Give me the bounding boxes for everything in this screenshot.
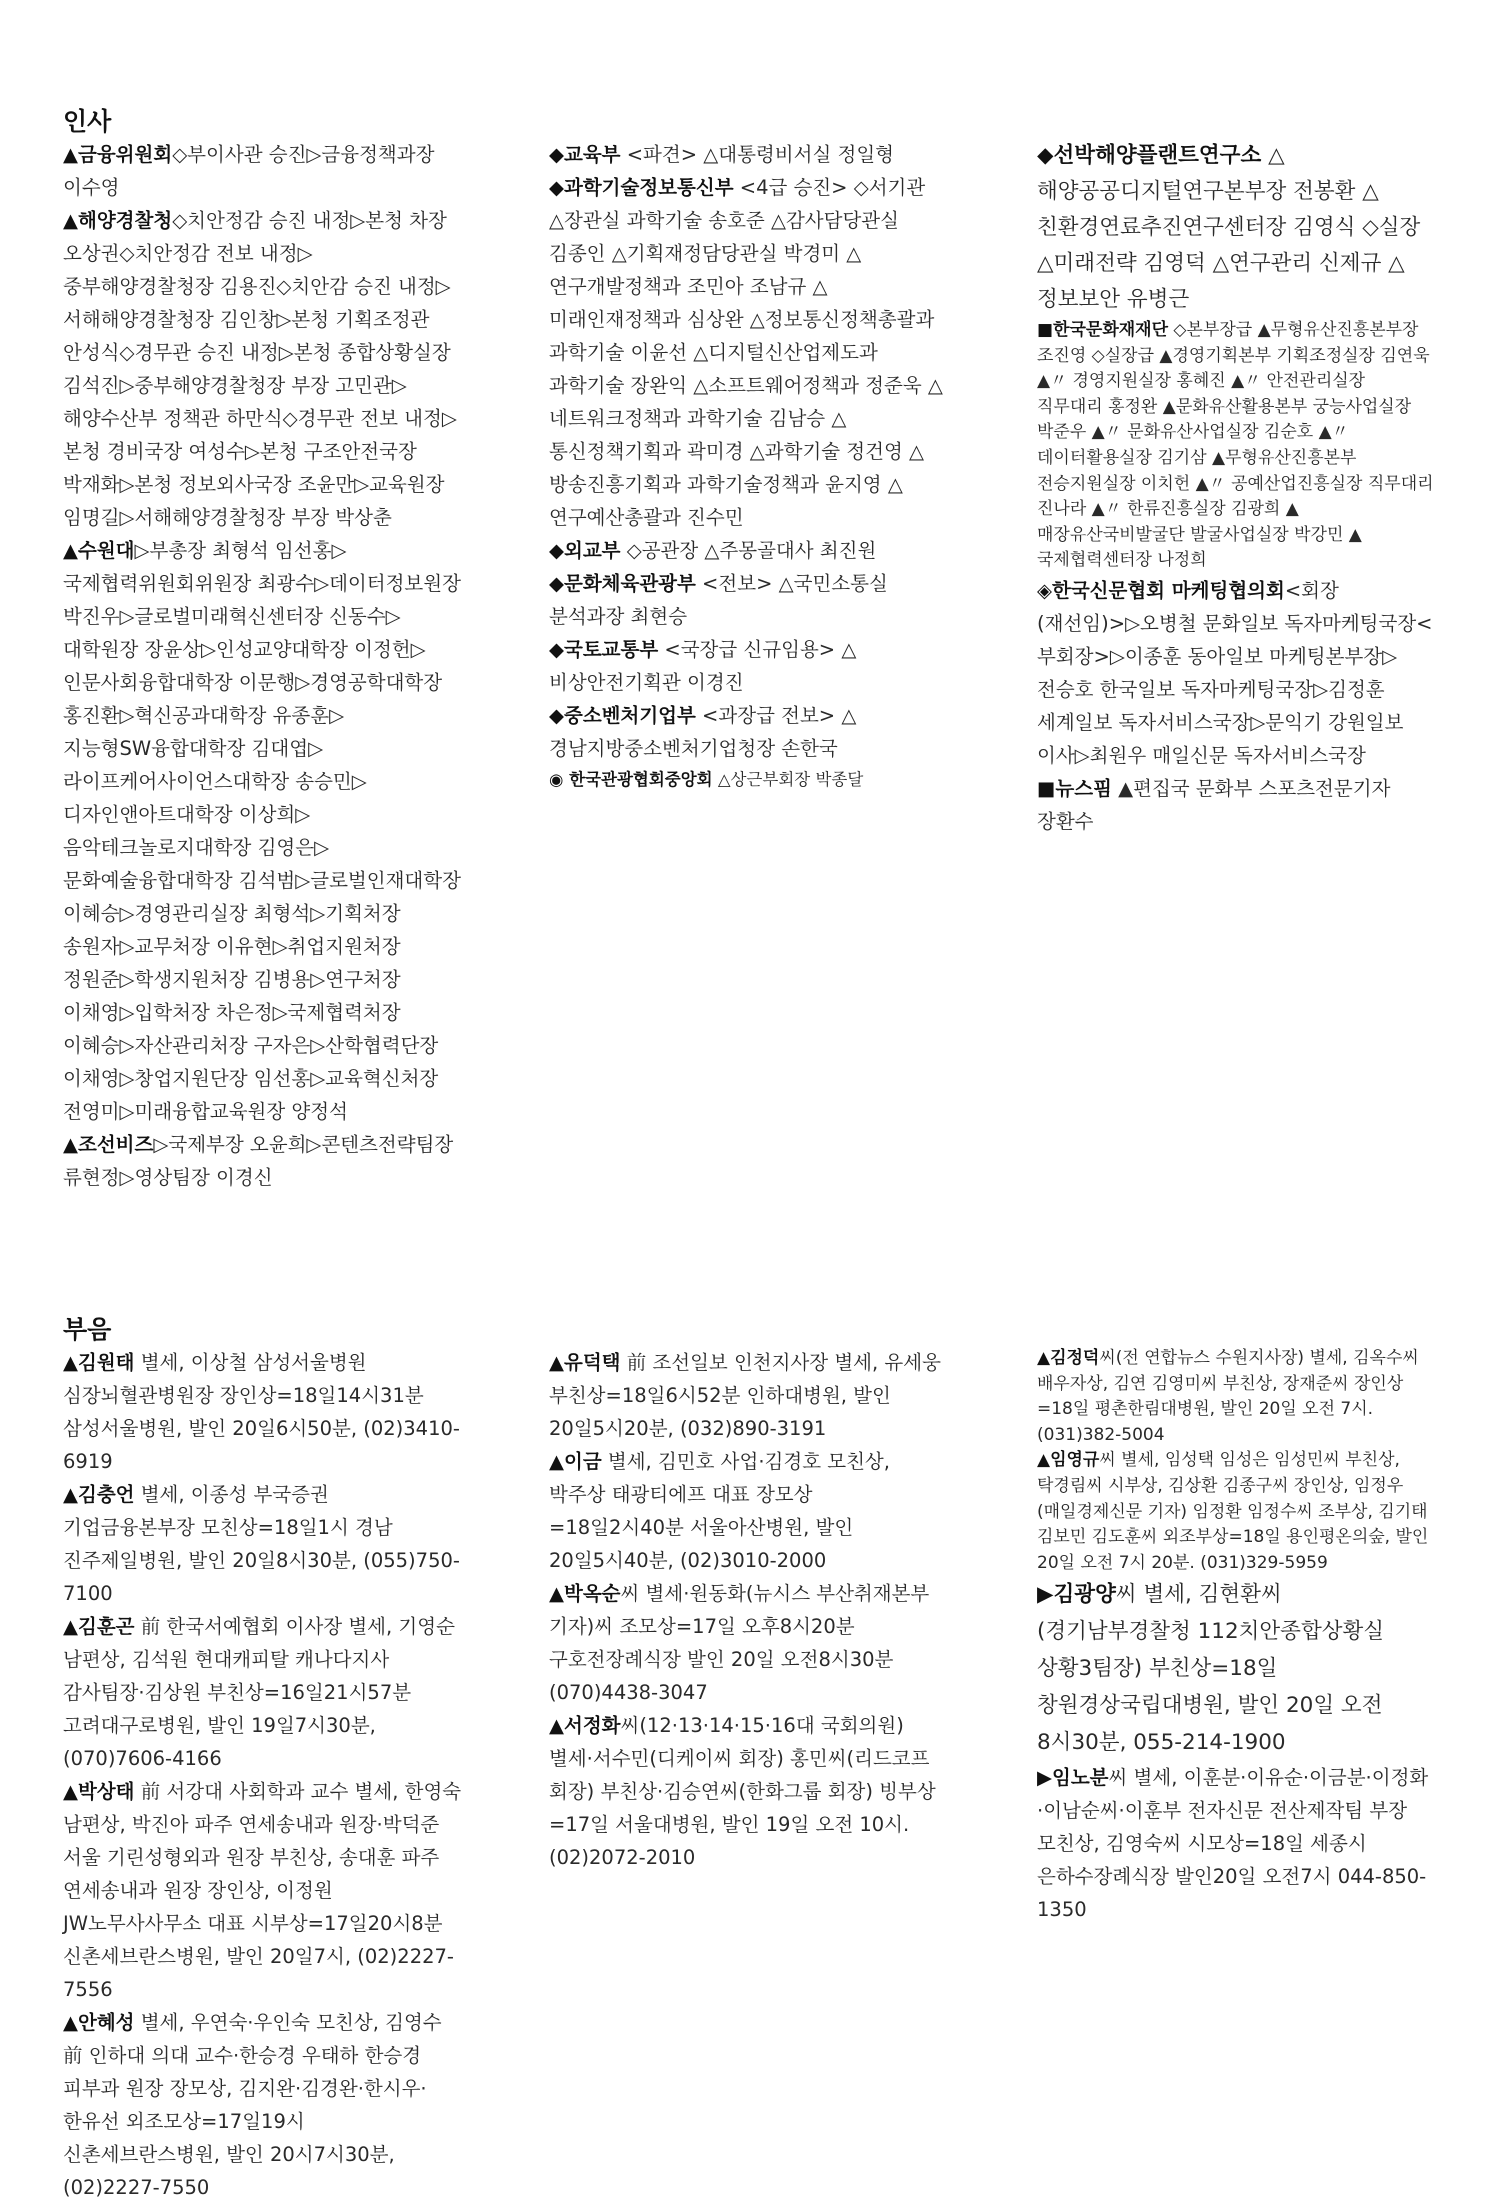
entry: ◆교육부 <파견> △대통령비서실 정일형 — [549, 143, 894, 166]
entry: ▲유덕택 前 조선일보 인천지사장 별세, 유세웅 부친상=18일6시52분 인하대병원, 발인 20일5시20분, (032)890-3191 — [549, 1351, 941, 1440]
entry: ▲김정덕씨(전 연합뉴스 수원지사장) 별세, 김옥수씨 배우자상, 김연 김영미씨 부친상, 장재준씨 장인상=18일 평촌한림대병원, 발인 20일 오전 7시. (031)382-5004 — [1037, 1348, 1419, 1445]
entry: ■뉴스핌 ▲편집국 문화부 스포츠전문기자 장환수 — [1037, 776, 1391, 833]
section-title-personnel: 인사 — [63, 107, 112, 136]
entry: ■한국문화재재단 ◇본부장급 ▲무형유산진흥본부장 조진영 ◇실장급 ▲경영기획본부 기획조정실장 김연욱 ▲〃 경영지원실장 홍혜진 ▲〃 안전관리실장 직무대리 홍정완 ▲문화유산활용본부 궁능사업실장 박준우 ▲〃 문화유산사업실장 김순호 ▲〃 데이터활용실장 김기삼 ▲무형유산진흥본부 전승지원실장 이치헌 ▲〃 공예산업진흥실장 직무대리 진나라 ▲〃 한류진흥실장 김광희 ▲매장유산국비발굴단 발굴사업실장 박강민 ▲국제협력센터장 나정희 — [1037, 320, 1434, 571]
entry: ◆국토교통부 <국장급 신규임용> △비상안전기획관 이경진 — [549, 638, 857, 694]
personnel-column-1 — [63, 138, 463, 1194]
obituary-column-3 — [1037, 1346, 1434, 1926]
entry: ◆외교부 ◇공관장 △주몽골대사 최진원 — [549, 539, 877, 562]
entry: ▲박상태 前 서강대 사회학과 교수 별세, 한영숙 남편상, 박진아 파주 연세송내과 원장·박덕준 서울 기린성형외과 원장 부친상, 송대훈 파주 연세송내과 원장 장인상, 이정원 JW노무사사무소 대표 시부상=17일20시8분 신촌세브란스병원, 발인 20일7시, (02)2227-7556 — [63, 1780, 462, 2001]
section-title-obituary: 부음 — [63, 1315, 112, 1344]
entry: ▲수원대▷부총장 최형석 임선홍▷국제협력위원회위원장 최광수▷데이터정보원장 박진우▷글로벌미래혁신센터장 신동수▷대학원장 장윤상▷인성교양대학장 이정헌▷인문사회융합대학장 이문행▷경영공학대학장 홍진환▷혁신공과대학장 유종훈▷지능형SW융합대학장 김대엽▷라이프케어사이언스대학장 송승민▷디자인앤아트대학장 이상희▷음악테크놀로지대학장 김영은▷문화예술융합대학장 김석범▷글로벌인재대학장 이혜승▷경영관리실장 최형석▷기획처장 송원자▷교무처장 이유현▷취업지원처장 정원준▷학생지원처장 김병용▷연구처장 이채영▷입학처장 차은정▷국제협력처장 이혜승▷자산관리처장 구자은▷산학협력단장 이채영▷창업지원단장 임선홍▷교육혁신처장 전영미▷미래융합교육원장 양정석 — [63, 539, 461, 1123]
entry: ▲김훈곤 前 한국서예협회 이사장 별세, 기영순 남편상, 김석원 현대캐피탈 캐나다지사 감사팀장·김상원 부친상=16일21시57분 고려대구로병원, 발인 19일7시30분, (070)7606-4166 — [63, 1615, 455, 1770]
entry: ▲이금 별세, 김민호 사업·김경호 모친상, 박주상 태광티에프 대표 장모상=18일2시40분 서울아산병원, 발인 20일5시40분, (02)3010-2000 — [549, 1450, 890, 1572]
entry: ◆문화체육관광부 <전보> △국민소통실 분석과장 최현승 — [549, 572, 888, 628]
entry: ▲김충언 별세, 이종성 부국증권 기업금융본부장 모친상=18일1시 경남 진주제일병원, 발인 20일8시30분, (055)750-7100 — [63, 1483, 460, 1605]
personnel-column-2 — [549, 138, 943, 792]
entry: ▲금융위원회◇부이사관 승진▷금융정책과장 이수영 — [63, 143, 435, 199]
entry: ▲임영규씨 별세, 임성택 임성은 임성민씨 부친상, 탁경림씨 시부상, 김상환 김종구씨 장인상, 임정우(매일경제신문 기자) 임정환 임정수씨 조부상, 김기태 김보민 김도훈씨 외조부상=18일 용인평온의숲, 발인 20일 오전 7시 20분. (031)329-5959 — [1037, 1450, 1429, 1573]
entry: ◆선박해양플랜트연구소 △해양공공디지털연구본부장 전봉환 △친환경연료추진연구센터장 김영식 ◇실장 △미래전략 김영덕 △연구관리 신제규 △정보보안 유병근 — [1037, 143, 1421, 312]
entry: ▲김원태 별세, 이상철 삼성서울병원 심장뇌혈관병원장 장인상=18일14시31분 삼성서울병원, 발인 20일6시50분, (02)3410-6919 — [63, 1351, 460, 1473]
entry: ▲해양경찰청◇치안정감 승진 내정▷본청 차장 오상권◇치안정감 전보 내정▷중부해양경찰청장 김용진◇치안감 승진 내정▷서해해양경찰청장 김인창▷본청 기획조정관 안성식◇경무관 승진 내정▷본청 종합상황실장 김석진▷중부해양경찰청장 부장 고민관▷해양수산부 정책관 하만식◇경무관 전보 내정▷본청 경비국장 여성수▷본청 구조안전국장 박재화▷본청 정보외사국장 조윤만▷교육원장 임명길▷서해해양경찰청장 부장 박상춘 — [63, 209, 457, 529]
entry: ▶임노분씨 별세, 이훈분·이유순·이금분·이정화·이남순씨·이훈부 전자신문 전산제작팀 부장 모친상, 김영숙씨 시모상=18일 세종시 은하수장례식장 발인20일 오전7시 044-850-1350 — [1037, 1766, 1429, 1922]
entry: ▲조선비즈▷국제부장 오윤희▷콘텐츠전략팀장 류현정▷영상팀장 이경신 — [63, 1133, 454, 1189]
entry: ▲서정화씨(12·13·14·15·16대 국회의원) 별세·서수민(디케이씨 회장) 홍민씨(리드코프 회장) 부친상·김승연씨(한화그룹 회장) 빙부상=17일 서울대병원, 발인 19일 오전 10시. (02)2072-2010 — [549, 1714, 936, 1869]
entry: ▲안혜성 별세, 우연숙·우인숙 모친상, 김영수 前 인하대 의대 교수·한승경 우태하 한승경 피부과 원장 장모상, 김지완·김경완·한시우·한유선 외조모상=17일19시 신촌세브란스병원, 발인 20시7시30분, (02)2227-7550 — [63, 2011, 442, 2199]
obituary-column-2 — [549, 1346, 943, 1874]
entry: ◆과학기술정보통신부 <4급 승진> ◇서기관 △장관실 과학기술 송호준 △감사담당관실 김종인 △기획재정담당관실 박경미 △연구개발정책과 조민아 조남규 △미래인재정책과 심상완 △정보통신정책총괄과 과학기술 이윤선 △디지털신산업제도과 과학기술 장완익 △소프트웨어정책과 정준욱 △네트워크정책과 과학기술 김남승 △통신정책기획과 곽미경 △과학기술 정건영 △방송진흥기획과 과학기술정책과 윤지영 △연구예산총괄과 진수민 — [549, 176, 943, 529]
entry: ◈한국신문협회 마케팅협의회<회장(재선임)>▷오병철 문화일보 독자마케팅국장<부회장>▷이종훈 동아일보 마케팅본부장▷전승호 한국일보 독자마케팅국장▷김정훈 세계일보 독자서비스국장▷문익기 강원일보 이사▷최원우 매일신문 독자서비스국장 — [1037, 578, 1433, 767]
entry: ▲박옥순씨 별세·원동화(뉴시스 부산취재본부 기자)씨 조모상=17일 오후8시20분 구호전장례식장 발인 20일 오전8시30분 (070)4438-3047 — [549, 1582, 930, 1704]
personnel-column-3 — [1037, 138, 1434, 838]
entry: ▶김광양씨 별세, 김현환씨(경기남부경찰청 112치안종합상황실 상황3팀장) 부친상=18일 창원경상국립대병원, 발인 20일 오전 8시30분, 055-214-1900 — [1037, 1582, 1385, 1756]
entry: ◆중소벤처기업부 <과장급 전보> △경남지방중소벤처기업청장 손한국 — [549, 704, 857, 760]
obituary-column-1 — [63, 1346, 463, 2204]
entry: ◉ 한국관광협회중앙회 △상근부회장 박종달 — [549, 770, 864, 789]
